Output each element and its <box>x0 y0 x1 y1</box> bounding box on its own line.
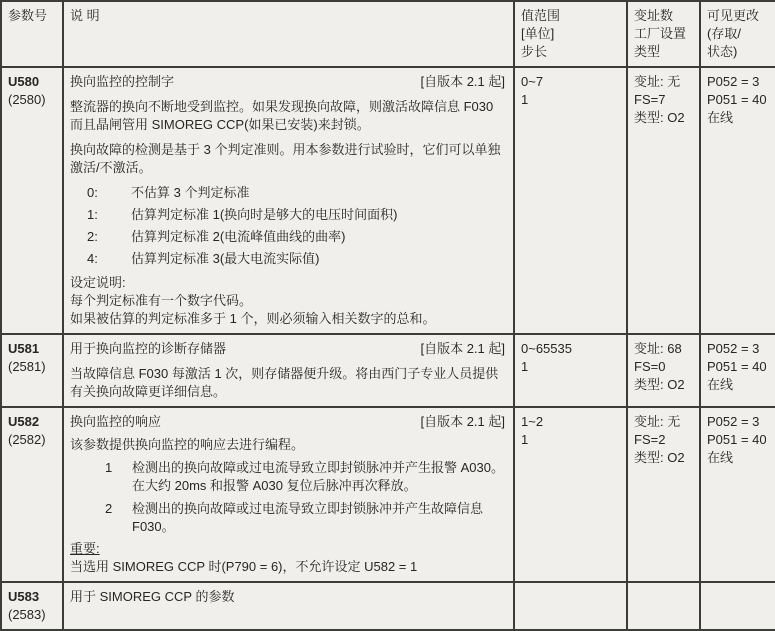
u581-range-value: 0~65535 <box>521 341 572 356</box>
u582-paragraph-1: 该参数提供换向监控的响应去进行编程。 <box>70 437 305 452</box>
u581-version-tag: [自版本 2.1 起] <box>420 341 505 356</box>
u582-p051-value: P051 = 40 <box>707 432 767 447</box>
u580-id: U580 <box>8 74 40 89</box>
u580-index-cell <box>627 67 700 334</box>
u580-p051-value: P051 = 40 <box>707 92 767 107</box>
u580-option-1-text: 估算判定标准 1(换向时是够大的电压时间面积) <box>131 207 398 222</box>
u580-online-status: 在线 <box>707 110 734 125</box>
u582-option-0 <box>105 459 507 495</box>
u581-online-status: 在线 <box>707 377 734 392</box>
u580-paragraph-2: 换向故障的检测是基于 3 个判定准则。用本参数进行试验时，它们可以单独激活/不激活。 <box>70 142 501 175</box>
u580-setting-notes <box>70 274 507 328</box>
header-row <box>1 1 775 67</box>
u580-desc-cell <box>63 67 514 334</box>
u582-option-1-code: 2 <box>105 501 113 516</box>
u581-desc-cell <box>63 334 514 407</box>
u582-important-label: 重要: <box>70 541 100 556</box>
u581-visible-cell <box>700 334 775 407</box>
u581-id: U581 <box>8 341 40 356</box>
u581-index-value: 变址: 68 <box>634 341 682 356</box>
u582-important-text: 当选用 SIMOREG CCP 时(P790 = 6)，不允许设定 U582 = 1 <box>70 559 418 574</box>
u582-number: (2582) <box>8 432 46 447</box>
u581-range-cell <box>514 334 627 407</box>
u583-number: (2583) <box>8 607 46 622</box>
u582-index-cell <box>627 407 700 582</box>
header-desc <box>63 1 514 67</box>
u580-option-1 <box>87 206 507 224</box>
u583-param-cell <box>1 582 63 630</box>
header-desc-label: 说 明 <box>70 8 100 23</box>
header-visible-line3: 状态) <box>707 44 738 59</box>
u581-step-value: 1 <box>521 359 529 374</box>
header-visible-line1: 可见更改 <box>707 8 760 23</box>
header-index <box>627 1 700 67</box>
u580-option-2-text: 估算判定标准 2(电流峰值曲线的曲率) <box>131 229 346 244</box>
header-range-line3: 步长 <box>521 44 548 59</box>
u580-option-3-code: 4: <box>87 251 98 266</box>
u583-visible-cell <box>700 582 775 630</box>
u581-type-value: 类型: O2 <box>634 377 685 392</box>
u580-option-3 <box>87 250 507 268</box>
u581-title: 用于换向监控的诊断存储器 <box>70 341 227 356</box>
u582-desc-cell <box>63 407 514 582</box>
u580-title: 换向监控的控制字 <box>70 74 175 89</box>
u580-option-2-code: 2: <box>87 229 98 244</box>
u582-version-tag: [自版本 2.1 起] <box>420 414 505 429</box>
u582-param-cell <box>1 407 63 582</box>
u582-range-value: 1~2 <box>521 414 544 429</box>
u582-option-0-text: 检测出的换向故障或过电流导致立即封锁脉冲并产生报警 A030。在大约 20ms 和报警 A030 复位后脉冲再次释放。 <box>132 460 504 493</box>
u581-number: (2581) <box>8 359 46 374</box>
u582-factory-setting: FS=2 <box>634 432 666 447</box>
u580-type-value: 类型: O2 <box>634 110 685 125</box>
header-range-line2: [单位] <box>521 26 555 41</box>
u583-desc-cell <box>63 582 514 630</box>
u580-step-value: 1 <box>521 92 529 107</box>
u580-range-value: 0~7 <box>521 74 544 89</box>
u580-p052-value: P052 = 3 <box>707 74 760 89</box>
u580-index-value: 变址: 无 <box>634 74 681 89</box>
header-visible-line2: (存取/ <box>707 26 741 41</box>
u582-visible-cell <box>700 407 775 582</box>
u580-version-tag: [自版本 2.1 起] <box>420 74 505 89</box>
u582-option-list <box>105 459 507 536</box>
row-u582 <box>1 407 775 582</box>
row-u583 <box>1 582 775 630</box>
u582-index-value: 变址: 无 <box>634 414 681 429</box>
header-index-line1: 变址数 <box>634 8 674 23</box>
u583-id: U583 <box>8 589 40 604</box>
row-u580 <box>1 67 775 334</box>
u580-note-2: 如果被估算的判定标准多于 1 个，则必须输入相关数字的总和。 <box>70 311 436 326</box>
u580-option-2 <box>87 228 507 246</box>
u581-paragraph-1: 当故障信息 F030 每激活 1 次，则存储器便升级。将由西门子专业人员提供有关换向故障更详细信息。 <box>70 366 499 399</box>
header-index-line2: 工厂设置 <box>634 26 687 41</box>
u582-step-value: 1 <box>521 432 529 447</box>
u581-p052-value: P052 = 3 <box>707 341 760 356</box>
u580-range-cell <box>514 67 627 334</box>
u580-param-cell <box>1 67 63 334</box>
header-param <box>1 1 63 67</box>
u580-visible-cell <box>700 67 775 334</box>
u580-paragraph-1: 整流器的换向不断地受到监控。如果发现换向故障，则激活故障信息 F030 而且晶闸管用 SIMOREG CCP(如果已安装)来封锁。 <box>70 99 494 132</box>
u580-option-1-code: 1: <box>87 207 98 222</box>
u580-option-0-text: 不估算 3 个判定标准 <box>131 185 250 200</box>
u580-option-3-text: 估算判定标准 3(最大电流实际值) <box>131 251 320 266</box>
u582-range-cell <box>514 407 627 582</box>
u581-index-cell <box>627 334 700 407</box>
header-index-line3: 类型 <box>634 44 661 59</box>
u582-type-value: 类型: O2 <box>634 450 685 465</box>
header-range-line1: 值范围 <box>521 8 561 23</box>
row-u581 <box>1 334 775 407</box>
u581-p051-value: P051 = 40 <box>707 359 767 374</box>
u582-online-status: 在线 <box>707 450 734 465</box>
u582-option-1 <box>105 500 507 536</box>
u583-index-cell <box>627 582 700 630</box>
header-range <box>514 1 627 67</box>
u580-note-1: 每个判定标准有一个数字代码。 <box>70 293 253 308</box>
u581-factory-setting: FS=0 <box>634 359 666 374</box>
u582-p052-value: P052 = 3 <box>707 414 760 429</box>
u582-id: U582 <box>8 414 40 429</box>
u580-number: (2580) <box>8 92 46 107</box>
header-param-label: 参数号 <box>8 8 48 23</box>
u580-factory-setting: FS=7 <box>634 92 666 107</box>
u580-option-list <box>87 184 507 268</box>
u580-option-0-code: 0: <box>87 185 98 200</box>
u582-title: 换向监控的响应 <box>70 414 162 429</box>
u582-option-1-text: 检测出的换向故障或过电流导致立即封锁脉冲并产生故障信息 F030。 <box>132 501 484 534</box>
u581-param-cell <box>1 334 63 407</box>
header-visible <box>700 1 775 67</box>
u580-note-title: 设定说明: <box>70 275 126 290</box>
u583-title: 用于 SIMOREG CCP 的参数 <box>70 589 235 604</box>
u583-range-cell <box>514 582 627 630</box>
u580-option-0 <box>87 184 507 202</box>
u582-option-0-code: 1 <box>105 460 113 475</box>
